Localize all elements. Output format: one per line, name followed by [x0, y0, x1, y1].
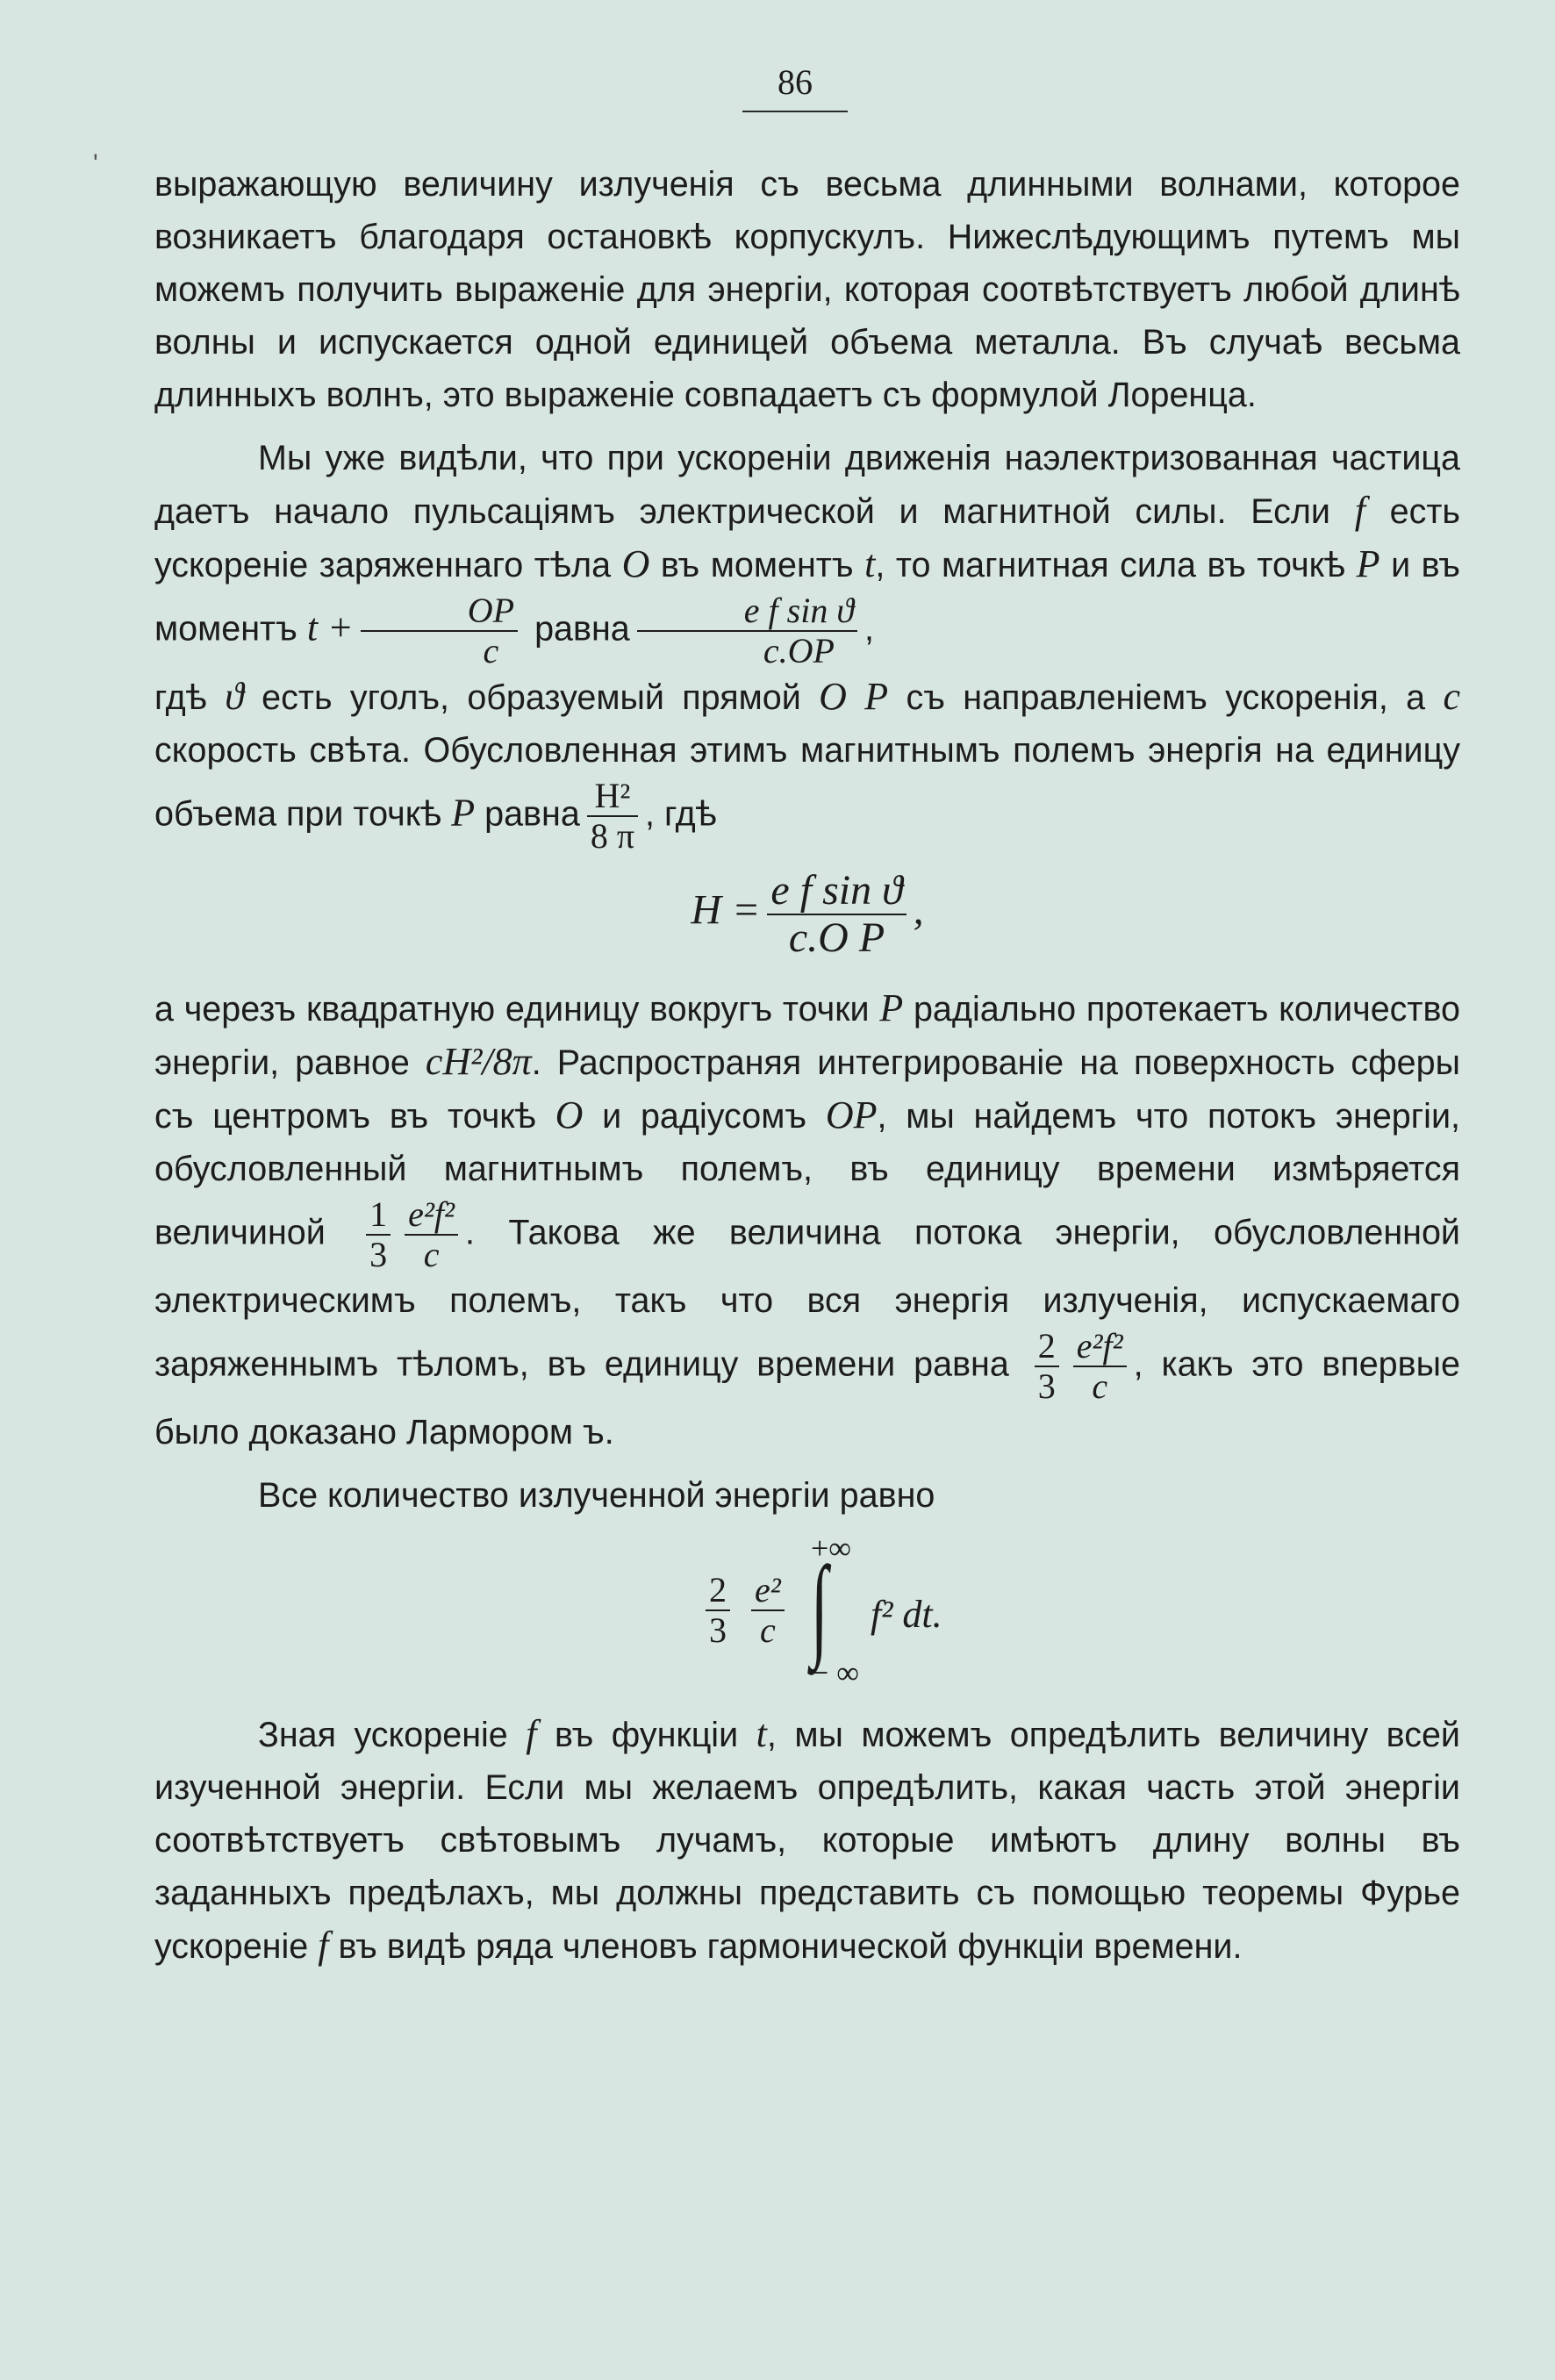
paragraph-6: Зная ускореніе f въ функціи t, мы можемъ опредѣлить величину всей изученной энергіи. Если мы желаемъ опредѣлить, какая часть этой энергіи соотвѣтствуетъ свѣтовымъ лучамъ, которые имѣютъ длину волны въ заданныхъ предѣлахъ, мы должны представить съ помощью теоремы Фурье ускореніе f въ видѣ ряда членовъ гармонической функціи времени.	[154, 1712, 1460, 1967]
fraction-e2f2-over-c-2: $\frac{\text{e²f²}}{c}$	[1073, 1327, 1127, 1406]
fraction-e2-over-c: $\frac{\text{e²}}{c}$	[751, 1571, 785, 1650]
paragraph-2: Мы уже видѣли, что при ускореніи движенія наэлектризованная частица даетъ начало пульсаціямъ электрической и магнитной силы. Если f есть ускореніе заряженнаго тѣла O въ моментъ t, то магнитная сила въ точкѣ P и въ моментъ t + $\frac{OP}{c}$ равна $\frac{\text{e f sin ϑ}}{c.OP}$ ,	[154, 439, 1460, 670]
page-body	[154, 158, 1460, 1973]
expr-cH2-over-8pi: cH²/8π	[425, 1040, 532, 1083]
fraction-op-over-c: $\frac{OP}{c}$	[361, 591, 518, 670]
symbol-t: t	[756, 1712, 767, 1755]
equation-H: H = $\frac{\text{e f sin ϑ}}{\text{c.O P}}$ ,	[691, 867, 924, 961]
integral-upper-limit: +∞	[811, 1531, 851, 1566]
equation-integral	[154, 1527, 1460, 1694]
symbol-P: P	[451, 791, 476, 835]
symbol-f: f	[318, 1924, 329, 1967]
integral-lower-limit: − ∞	[811, 1655, 859, 1690]
fraction-magnetic-force: $\frac{\text{e f sin ϑ}}{c.OP}$	[637, 591, 857, 670]
page-number: 86	[778, 62, 813, 102]
symbol-c: c	[1443, 675, 1461, 718]
paragraph-1: выражающую величину излученія съ весьма длинными волнами, которое возникаетъ благодаря остановкѣ корпускулъ. Нижеслѣдующимъ путемъ мы можемъ получить выраженіе для энергіи, которая соотвѣтствуетъ любой длинѣ волны и испускается одной единицей объема металла. Въ случаѣ весьма длинныхъ волнъ, это выраженіе совпадаетъ съ формулой Лоренца.	[154, 165, 1460, 414]
fraction-two-thirds: $\frac{2}{3}$	[1035, 1327, 1059, 1406]
fraction-two-thirds-int: $\frac{2}{3}$	[706, 1571, 730, 1650]
fraction-h2-over-8pi: $\frac{\text{H²}}{8 \pi}$	[587, 777, 638, 856]
symbol-theta: ϑ	[225, 675, 244, 718]
symbol-OP: O P	[819, 675, 889, 718]
symbol-f: f	[526, 1712, 537, 1755]
symbol-P: P	[1356, 542, 1380, 585]
symbol-t: t	[864, 542, 876, 585]
page-number-rule	[742, 111, 848, 112]
fraction-e2f2-over-c: $\frac{\text{e²f²}}{c}$	[405, 1195, 458, 1274]
symbol-f: f	[1354, 489, 1365, 532]
symbol-O: O	[621, 542, 650, 585]
integral-sign: ∫	[811, 1544, 828, 1670]
expr-t-plus: t +	[306, 606, 354, 649]
integrand: f² dt.	[871, 1593, 942, 1636]
symbol-OP: OP	[825, 1093, 878, 1136]
paragraph-4: а черезъ квадратную единицу вокругъ точки P радіально протекаетъ количество энергіи, равное cH²/8π. Распространяя интегрированіе на поверхность сферы съ центромъ въ точкѣ O и радіусомъ OP, мы найдемъ что потокъ энергіи, обусловленный магнитнымъ полемъ, въ единицу времени измѣряется величиной $\frac{1}{3}$ $\frac{\text{e²f²}}{c}$ . Такова же величина потока энергіи, обусловленной электрическимъ полемъ, такъ что вся энергія излученія, испускаемаго заряженнымъ тѣломъ, въ единицу времени равна $\frac{2}{3}$ $\frac{\text{e²f²}}{c}$ , какъ это впервые было доказано Лармором ъ.	[154, 986, 1461, 1452]
fraction-H: $\frac{\text{e f sin ϑ}}{\text{c.O P}}$	[767, 868, 906, 961]
margin-mark: ʹ	[93, 149, 98, 178]
symbol-P: P	[879, 986, 904, 1029]
fraction-one-third: $\frac{1}{3}$	[366, 1195, 391, 1274]
symbol-O: O	[555, 1093, 584, 1136]
paragraph-5: Все количество излученной энергіи равно	[258, 1476, 935, 1515]
paragraph-3: гдѣ ϑ есть уголъ, образуемый прямой O P съ направленіемъ ускоренія, а c скорость свѣта. Обусловленная этимъ магнитнымъ полемъ энергія на единицу объема при точкѣ P равна $\frac{\text{H²}}{8 \pi}$ , гдѣ	[154, 675, 1461, 856]
